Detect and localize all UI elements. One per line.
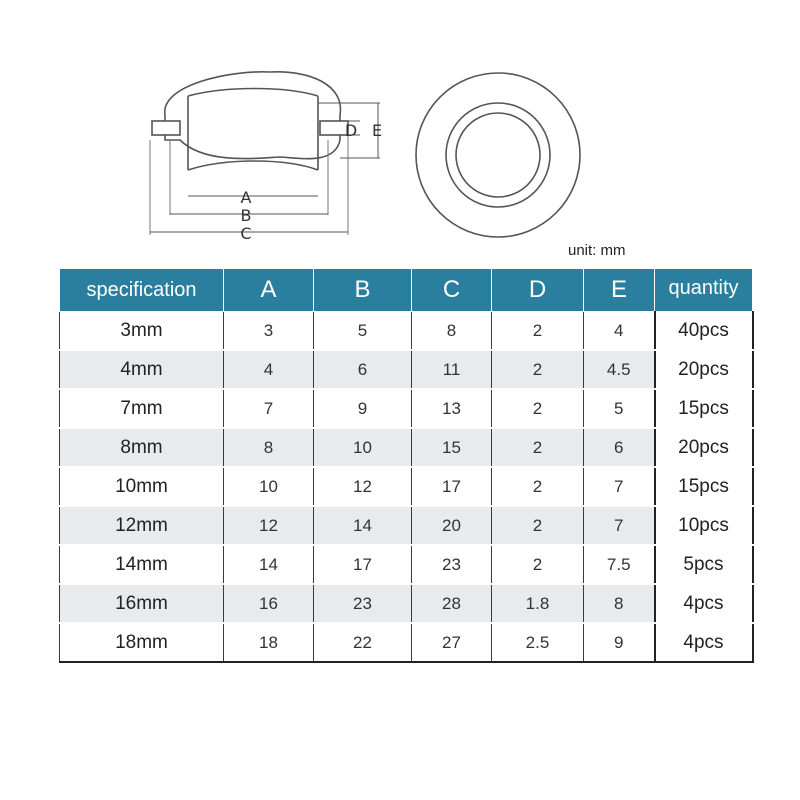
cell-spec: 3mm [60, 312, 224, 351]
table-row [60, 584, 753, 623]
cell-e: 7.5 [584, 545, 655, 584]
table-row [60, 350, 753, 389]
header-d: D [492, 269, 584, 312]
cell-qty: 10pcs [655, 506, 753, 545]
cell-spec: 14mm [60, 545, 224, 584]
cell-e: 4 [584, 312, 655, 351]
cell-b: 9 [314, 389, 412, 428]
table-row [60, 467, 753, 506]
header-specification: specification [60, 269, 224, 312]
label-b: B [240, 206, 252, 225]
grommet-bore-top [188, 89, 318, 97]
cell-spec: 12mm [60, 506, 224, 545]
grommet-groove-right [320, 121, 348, 135]
cell-c: 17 [412, 467, 492, 506]
cell-a: 4 [224, 350, 314, 389]
table-row [60, 389, 753, 428]
table-row [60, 545, 753, 584]
label-a: A [240, 188, 252, 207]
cell-qty: 4pcs [655, 584, 753, 623]
cell-e: 6 [584, 428, 655, 467]
cell-c: 23 [412, 545, 492, 584]
header-quantity: quantity [655, 269, 753, 312]
label-c: C [240, 224, 252, 243]
cell-qty: 15pcs [655, 467, 753, 506]
label-d: D [344, 121, 358, 140]
table-header-row [60, 269, 753, 312]
table-row [60, 312, 753, 351]
cell-b: 6 [314, 350, 412, 389]
cell-c: 11 [412, 350, 492, 389]
cell-qty: 20pcs [655, 428, 753, 467]
grommet-front-view [416, 73, 580, 237]
front-inner-ring [456, 113, 540, 197]
cell-qty: 40pcs [655, 312, 753, 351]
cell-qty: 20pcs [655, 350, 753, 389]
specification-table [59, 268, 754, 663]
cell-d: 2 [492, 389, 584, 428]
cell-d: 2 [492, 506, 584, 545]
cell-a: 7 [224, 389, 314, 428]
front-outer-ring [416, 73, 580, 237]
label-e: E [371, 121, 383, 140]
cell-b: 10 [314, 428, 412, 467]
cell-qty: 15pcs [655, 389, 753, 428]
cell-e: 9 [584, 623, 655, 662]
front-middle-ring [446, 103, 550, 207]
cell-e: 5 [584, 389, 655, 428]
cell-c: 20 [412, 506, 492, 545]
cell-spec: 8mm [60, 428, 224, 467]
cell-d: 1.8 [492, 584, 584, 623]
grommet-side-body [165, 72, 341, 159]
cell-spec: 7mm [60, 389, 224, 428]
table-row [60, 506, 753, 545]
cell-a: 8 [224, 428, 314, 467]
cell-d: 2 [492, 545, 584, 584]
cell-d: 2.5 [492, 623, 584, 662]
cell-d: 2 [492, 428, 584, 467]
cell-b: 22 [314, 623, 412, 662]
cell-a: 12 [224, 506, 314, 545]
cell-e: 4.5 [584, 350, 655, 389]
cell-b: 5 [314, 312, 412, 351]
cell-qty: 4pcs [655, 623, 753, 662]
grommet-groove-left [152, 121, 180, 135]
cell-d: 2 [492, 467, 584, 506]
cell-e: 8 [584, 584, 655, 623]
cell-a: 18 [224, 623, 314, 662]
cell-e: 7 [584, 506, 655, 545]
cell-spec: 10mm [60, 467, 224, 506]
cell-a: 14 [224, 545, 314, 584]
header-e: E [584, 269, 655, 312]
unit-label: unit: mm [568, 242, 626, 259]
cell-c: 8 [412, 312, 492, 351]
table-row [60, 623, 753, 662]
cell-b: 17 [314, 545, 412, 584]
grommet-diagram [0, 0, 800, 265]
cell-a: 3 [224, 312, 314, 351]
cell-c: 27 [412, 623, 492, 662]
cell-spec: 18mm [60, 623, 224, 662]
cell-c: 13 [412, 389, 492, 428]
cell-d: 2 [492, 350, 584, 389]
cell-e: 7 [584, 467, 655, 506]
dimension-labels [240, 121, 382, 243]
cell-c: 15 [412, 428, 492, 467]
header-b: B [314, 269, 412, 312]
cell-qty: 5pcs [655, 545, 753, 584]
table-row [60, 428, 753, 467]
cell-spec: 4mm [60, 350, 224, 389]
cell-spec: 16mm [60, 584, 224, 623]
cell-a: 16 [224, 584, 314, 623]
cell-b: 12 [314, 467, 412, 506]
cell-b: 14 [314, 506, 412, 545]
cell-b: 23 [314, 584, 412, 623]
grommet-bore-bottom [188, 161, 318, 170]
cell-d: 2 [492, 312, 584, 351]
cell-a: 10 [224, 467, 314, 506]
header-c: C [412, 269, 492, 312]
header-a: A [224, 269, 314, 312]
cell-c: 28 [412, 584, 492, 623]
